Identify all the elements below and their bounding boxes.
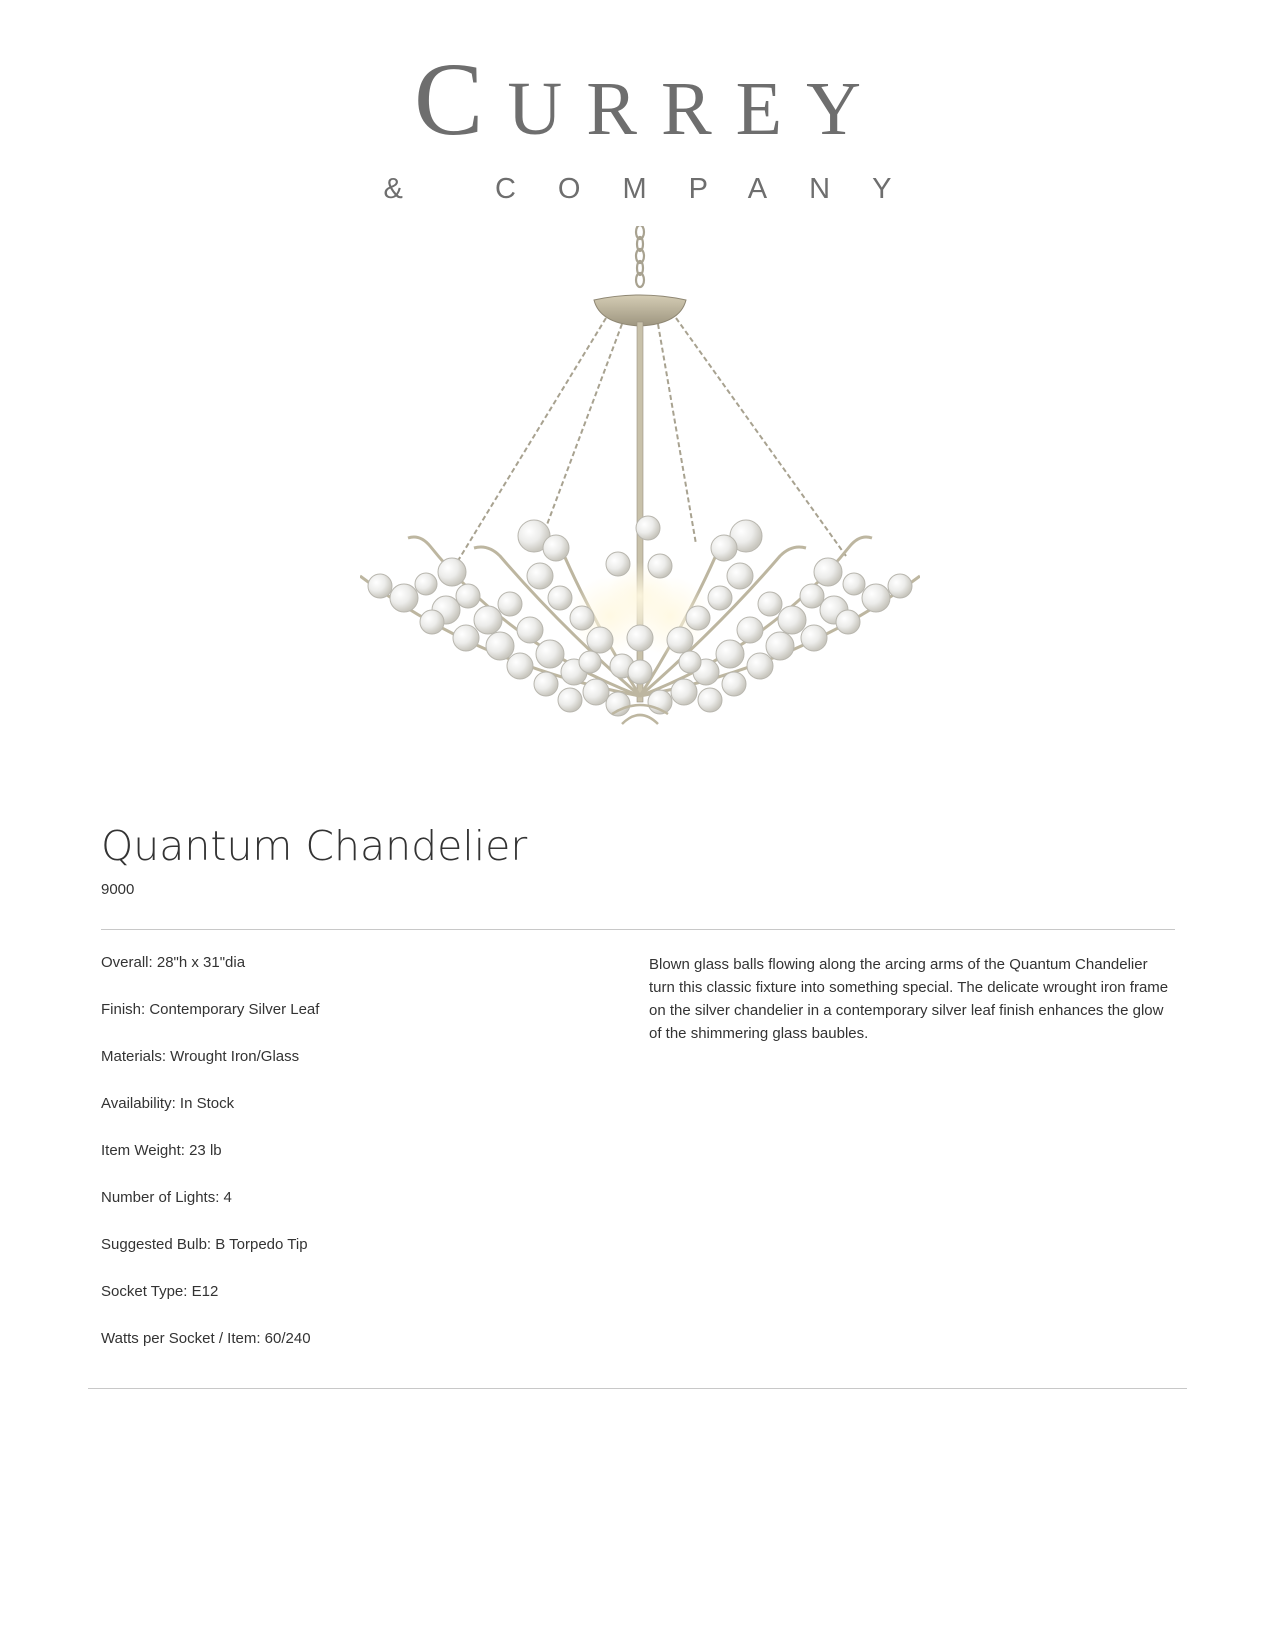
product-image xyxy=(360,226,920,766)
brand-wordmark-initial: C xyxy=(414,42,508,157)
product-sku: 9000 xyxy=(101,881,135,898)
spec-watts: Watts per Socket / Item: 60/240 xyxy=(101,1330,311,1347)
brand-wordmark-rest: URREY xyxy=(507,67,885,151)
spec-overall: Overall: 28"h x 31"dia xyxy=(101,954,246,971)
product-description: Blown glass balls flowing along the arcing arms of the Quantum Chandelier turn this classic fixture into something special. The delicate wrought iron frame on the silver chandelier in a contemporary silver leaf finish enhances the glow of the shimmering glass baubles. xyxy=(649,956,1169,1042)
spec-availability: Availability: In Stock xyxy=(101,1095,235,1112)
brand-wordmark xyxy=(24,42,1275,157)
spec-item-weight: Item Weight: 23 lb xyxy=(101,1142,222,1159)
spec-number-of-lights: Number of Lights: 4 xyxy=(101,1189,232,1206)
divider-top xyxy=(101,929,1175,930)
spec-materials: Materials: Wrought Iron/Glass xyxy=(101,1048,300,1065)
spec-finish: Finish: Contemporary Silver Leaf xyxy=(101,1001,320,1018)
product-title: Quantum Chandelier xyxy=(101,822,528,870)
spec-list xyxy=(101,953,581,1376)
divider-bottom xyxy=(88,1388,1187,1389)
chandelier-canopy xyxy=(594,295,686,326)
chandelier-chain-top xyxy=(636,226,644,287)
brand-subline: & COMPANY xyxy=(383,173,934,205)
brand-logo xyxy=(0,42,1275,210)
spec-socket-type: Socket Type: E12 xyxy=(101,1283,219,1300)
spec-suggested-bulb: Suggested Bulb: B Torpedo Tip xyxy=(101,1236,308,1253)
